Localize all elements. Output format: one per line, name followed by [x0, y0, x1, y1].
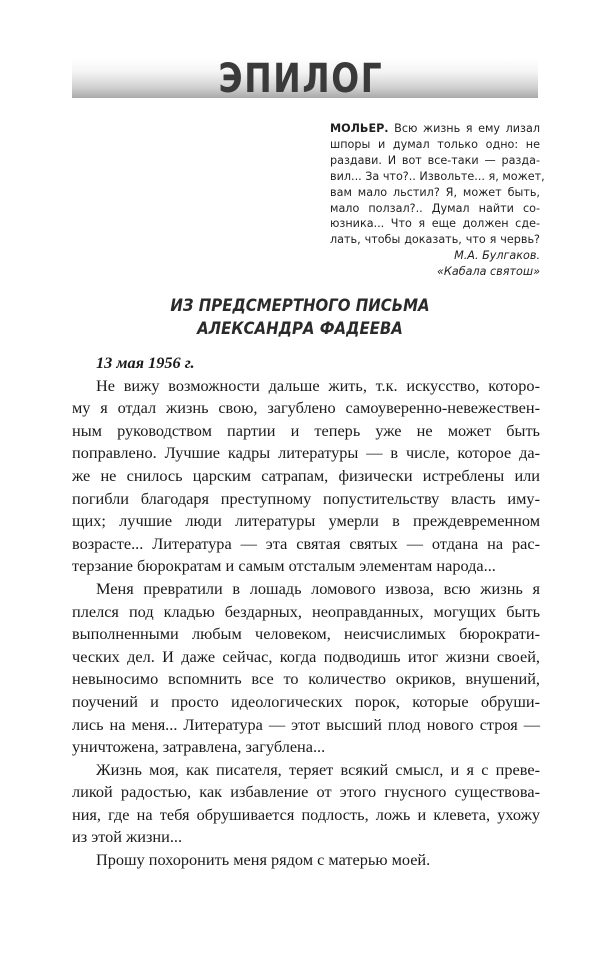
epigraph-line: вам мало льстил? Я, может быть, [330, 185, 540, 199]
epigraph-line: МОЛЬЕР. Всю жизнь я ему лизал [330, 122, 540, 135]
body-line: ческих дел. И даже сейчас, когда подводишь итог жизни своей, [72, 646, 540, 666]
letter-body [72, 352, 540, 872]
section-heading-line-1: ИЗ ПРЕДСМЕРТНОГО ПИСЬМА [170, 296, 430, 316]
body-line: му я отдал жизнь свою, загублено самоуверенно-невежествен- [72, 398, 540, 418]
body-line: плелся под кладью бездарных, неоправданных, могущих быть [72, 601, 540, 621]
body-line: лись на меня... Литература — этот высший плод нового строя — [72, 714, 540, 734]
epigraph [330, 121, 545, 280]
epigraph-author: М.А. Булгаков. [454, 249, 540, 263]
epigraph-line: лать, чтобы доказать, что я червь? [330, 233, 540, 247]
chapter-title: ЭПИЛОГ [218, 56, 384, 102]
body-line: Меня превратили в лошадь ломового извоза, всю жизнь я [96, 578, 540, 598]
body-line: уничтожена, затравлена, загублена... [72, 737, 326, 757]
body-line: ликой радостью, как избавление от этого гнусного существова- [72, 782, 540, 802]
epigraph-line: мало ползал?.. Думал найти со- [330, 201, 540, 215]
epigraph-line: юзника... Что я еще должен сде- [330, 217, 540, 231]
body-line: же не снилось царским сатрапам, физически истреблены или [72, 465, 540, 485]
body-line: из этой жизни... [72, 827, 183, 847]
body-line: поучений и просто идеологических порок, которые обруши- [72, 691, 540, 711]
body-line: щих; лучшие люди литературы умерли в преждевременном [72, 511, 540, 531]
body-line: невыносимо вспомнить все то количество окриков, внушений, [72, 669, 540, 689]
section-heading [0, 295, 600, 341]
section-heading-line-2: АЛЕКСАНДРА ФАДЕЕВА [197, 319, 403, 339]
body-line: Не вижу возможности дальше жить, т.к. искусство, которо- [96, 375, 540, 395]
body-line: Прошу похоронить меня рядом с матерью моей. [96, 850, 431, 870]
epigraph-line: раздави. И вот все-таки — разда- [330, 153, 540, 167]
body-line: погибли благодаря преступному попустительству власть иму- [72, 488, 540, 508]
body-line: ния, где на тебя обрушивается подлость, ложь и клевета, ухожу [72, 804, 540, 824]
epigraph-speaker: МОЛЬЕР. [330, 122, 389, 135]
body-line: поправлено. Лучшие кадры литературы — в числе, которое да- [72, 443, 540, 463]
body-line: возрасте... Литература — эта святая святых — отдана на рас- [72, 533, 540, 553]
epigraph-line: вил... За что?.. Извольте... я, может, [330, 169, 545, 183]
epigraph-source: «Кабала святош» [437, 265, 540, 279]
body-line: терзание бюрократам и самым отсталым элементам народа... [72, 556, 496, 576]
body-line: Жизнь моя, как писателя, теряет всякий смысл, и я с преве- [96, 759, 540, 779]
letter-date: 13 мая 1956 г. [96, 353, 195, 372]
body-line: ным руководством партии и теперь уже не может быть [72, 420, 540, 440]
epigraph-line: шпоры и думал только одно: не [330, 137, 540, 151]
body-line: выполненными любым человеком, неисчислимых бюрократи- [72, 624, 540, 644]
